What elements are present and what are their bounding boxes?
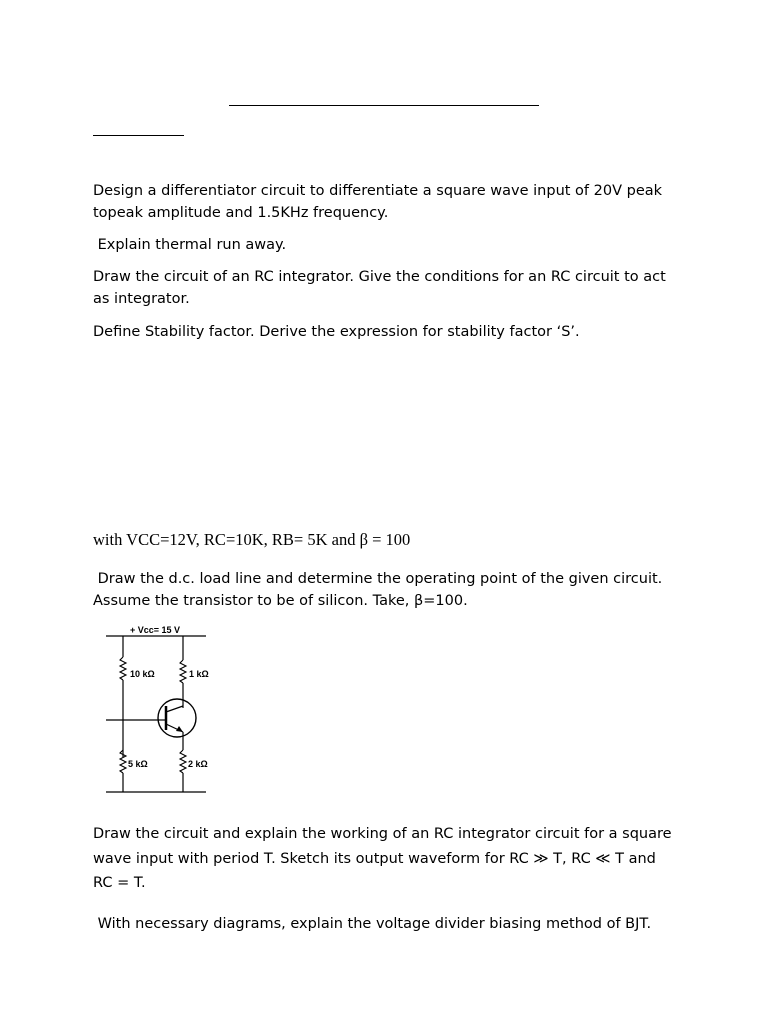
question-thermal-runaway: Explain thermal run away.: [93, 237, 287, 253]
resistor-2k: [180, 750, 186, 773]
resistor-1k-label: 1 kΩ: [189, 669, 209, 679]
question-rc-integrator-waveform: Draw the circuit and explain the working of an RC integrator circuit for a square wave input with period T. Sketch its output waveform for RC ≫ T, RC ≪ T and RC = T.: [93, 826, 672, 891]
transistor-symbol: [158, 699, 196, 737]
bjt-bias-circuit-diagram: [100, 622, 210, 798]
resistor-2k-label: 2 kΩ: [188, 759, 208, 769]
resistor-10k-label: 10 kΩ: [130, 669, 155, 679]
question-rc-integrator: Draw the circuit of an RC integrator. Give the conditions for an RC circuit to act as integrator.: [93, 269, 666, 307]
resistor-1k: [180, 660, 186, 683]
question-differentiator: Design a differentiator circuit to differentiate a square wave input of 20V peak topeak amplitude and 1.5KHz frequency.: [93, 183, 663, 221]
question-load-line: Draw the d.c. load line and determine the operating point of the given circuit. Assume the transistor to be of silicon. Take, β=100.: [93, 571, 663, 609]
resistor-10k: [120, 657, 126, 680]
question-given-values: with VCC=12V, RC=10K, RB= 5K and β = 100: [93, 530, 411, 549]
header-rule: [229, 105, 539, 106]
question-voltage-divider-bias: With necessary diagrams, explain the voltage divider biasing method of BJT.: [93, 916, 652, 932]
question-stability-factor: Define Stability factor. Derive the expression for stability factor ‘S’.: [93, 324, 580, 340]
vcc-label: + Vcc= 15 V: [130, 625, 181, 635]
subheader-rule: [93, 135, 184, 136]
resistor-5k-label: 5 kΩ: [128, 759, 148, 769]
